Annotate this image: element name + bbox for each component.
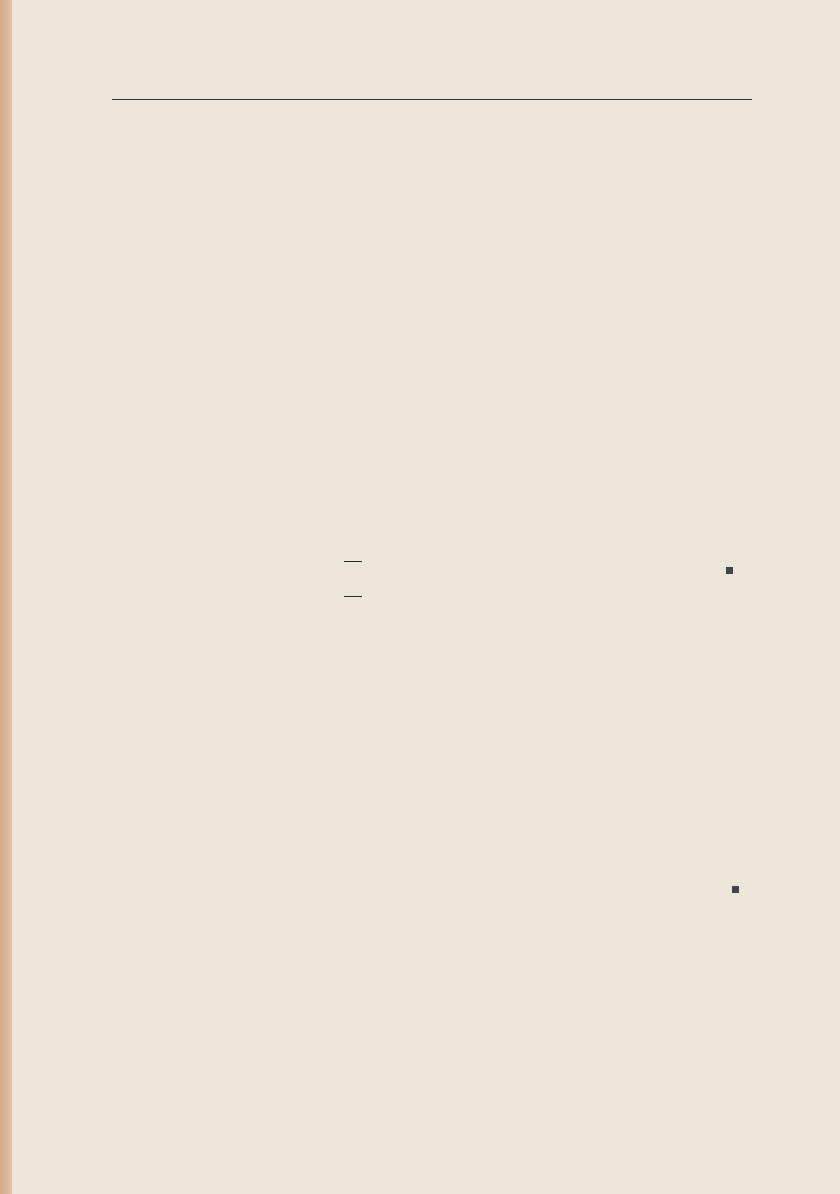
page-edge: [0, 0, 12, 1194]
ink-mark-2: [732, 886, 739, 893]
ink-mark: [726, 567, 733, 574]
header-rule: [112, 99, 752, 100]
closing-paragraph: [112, 985, 129, 1080]
page-header: [112, 82, 752, 102]
signature: [344, 530, 680, 618]
